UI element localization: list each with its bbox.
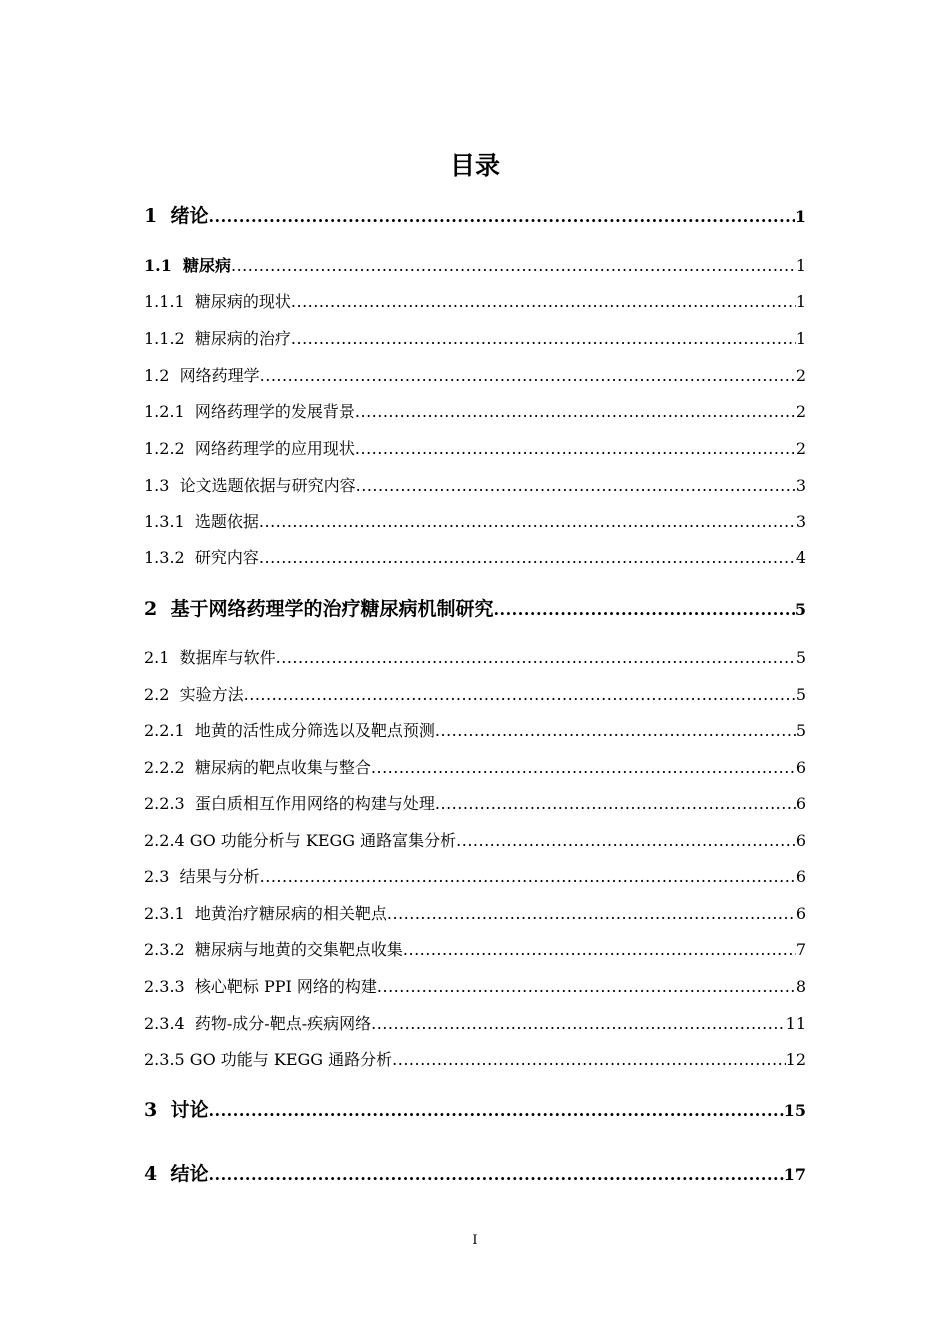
toc-dot-leader (377, 975, 796, 999)
toc-entry-title: 结论 (170, 1163, 209, 1185)
toc-dot-leader (493, 596, 794, 624)
toc-entry-number: 1.1.2 (144, 329, 195, 348)
toc-dot-leader (260, 364, 796, 388)
toc-entry-number: 1.3 (144, 476, 180, 495)
toc-entry-page: 11 (785, 1014, 806, 1033)
toc-dot-leader (208, 1161, 783, 1189)
toc-dot-leader (356, 474, 796, 498)
toc-entry-number: 2.3.1 (144, 904, 195, 923)
page-number: I (472, 1233, 478, 1248)
toc-entry-title: 糖尿病与地黄的交集靶点收集 (194, 940, 403, 959)
toc-entry-number: 2 (144, 598, 171, 620)
toc-entry-title: 网络药理学 (179, 366, 260, 385)
toc-entry-title: 网络药理学的发展背景 (194, 402, 355, 421)
toc-entry-number: 1.1 (144, 256, 183, 275)
toc-entry-page: 7 (795, 940, 806, 959)
toc-dot-leader (291, 327, 796, 351)
table-of-contents (144, 0, 806, 1344)
toc-entry-2-2-4[interactable] (144, 829, 806, 853)
toc-entry-page: 5 (795, 721, 806, 740)
toc-entry-page: 8 (795, 977, 806, 996)
toc-dot-leader (456, 829, 796, 853)
toc-entry-2-3-3[interactable] (144, 975, 806, 999)
toc-entry-title: 蛋白质相互作用网络的构建与处理 (194, 794, 435, 813)
toc-entry-title: 结果与分析 (179, 867, 260, 886)
toc-dot-leader (260, 865, 796, 889)
toc-dot-leader (355, 437, 796, 461)
toc-entry-title: 糖尿病的治疗 (194, 329, 291, 348)
toc-entry-title: 糖尿病的靶点收集与整合 (194, 758, 371, 777)
toc-dot-leader (403, 938, 796, 962)
toc-entry-page: 6 (795, 904, 806, 923)
toc-dot-leader (208, 203, 794, 231)
toc-title: 目录 (449, 151, 500, 180)
toc-dot-leader (387, 902, 796, 926)
toc-entry-2[interactable] (144, 595, 806, 623)
toc-entry-page: 5 (794, 600, 806, 619)
toc-dot-leader (259, 546, 796, 570)
toc-dot-leader (392, 1048, 785, 1072)
toc-entry-number: 2.3.2 (144, 940, 195, 959)
toc-entry-page: 3 (795, 512, 806, 531)
toc-entry-2-3-2[interactable] (144, 938, 806, 962)
toc-dot-leader (371, 756, 796, 780)
toc-entry-page: 12 (785, 1050, 806, 1069)
toc-entry-number: 3 (144, 1099, 171, 1121)
toc-entry-title: 网络药理学的应用现状 (194, 439, 355, 458)
toc-entry-number: 1 (144, 205, 171, 227)
toc-entry-1-3-1[interactable] (144, 510, 806, 534)
toc-entry-page: 3 (795, 476, 806, 495)
toc-entry-page: 1 (795, 292, 806, 311)
toc-entry-2-2-1[interactable] (144, 719, 806, 743)
toc-entry-1-1-1[interactable] (144, 290, 806, 314)
toc-entry-page: 6 (795, 831, 806, 850)
toc-entry-number: 2.2 (144, 685, 180, 704)
toc-dot-leader (208, 1097, 783, 1125)
toc-entry-number: 2.3 (144, 867, 180, 886)
toc-entry-page: 6 (795, 794, 806, 813)
toc-entry-title: 基于网络药理学的治疗糖尿病机制研究 (170, 598, 494, 620)
toc-entry-1-2[interactable] (144, 364, 806, 388)
toc-dot-leader (435, 792, 796, 816)
toc-entry-title: GO 功能分析与 KEGG 通路富集分析 (189, 831, 457, 850)
toc-entry-page: 17 (783, 1165, 806, 1184)
toc-entry-title: 糖尿病的现状 (194, 292, 291, 311)
toc-entry-number: 2.2.4 (144, 831, 190, 850)
toc-entry-page: 2 (795, 366, 806, 385)
toc-entry-page: 5 (795, 648, 806, 667)
toc-entry-number: 2.2.1 (144, 721, 195, 740)
toc-entry-number: 1.2 (144, 366, 180, 385)
toc-entry-title: 药物-成分-靶点-疾病网络 (194, 1014, 372, 1033)
toc-entry-page: 6 (795, 758, 806, 777)
toc-entry-title: 讨论 (170, 1099, 209, 1121)
toc-entry-title: 地黄治疗糖尿病的相关靶点 (194, 904, 387, 923)
toc-entry-2-2-2[interactable] (144, 756, 806, 780)
toc-dot-leader (259, 510, 796, 534)
toc-entry-number: 1.2.2 (144, 439, 195, 458)
toc-entry-2-3-5[interactable] (144, 1048, 806, 1072)
toc-entry-number: 2.3.3 (144, 977, 195, 996)
toc-entry-page: 1 (795, 256, 806, 275)
toc-dot-leader (244, 683, 796, 707)
toc-entry-1-2-2[interactable] (144, 437, 806, 461)
toc-entry-page: 2 (795, 439, 806, 458)
toc-entry-number: 2.3.5 (144, 1050, 190, 1069)
toc-entry-1-3-2[interactable] (144, 546, 806, 570)
toc-entry-2-1[interactable] (144, 646, 806, 670)
toc-entry-title: 核心靶标 PPI 网络的构建 (194, 977, 377, 996)
toc-entry-page: 1 (794, 207, 806, 226)
toc-entry-1-3[interactable] (144, 474, 806, 498)
toc-entry-number: 2.3.4 (144, 1014, 195, 1033)
toc-entry-2-2-3[interactable] (144, 792, 806, 816)
toc-entry-title: 数据库与软件 (179, 648, 276, 667)
toc-dot-leader (276, 646, 796, 670)
toc-entry-title: 地黄的活性成分筛选以及靶点预测 (194, 721, 435, 740)
toc-dot-leader (291, 290, 796, 314)
toc-entry-title: 选题依据 (194, 512, 259, 531)
toc-entry-2-3-1[interactable] (144, 902, 806, 926)
toc-entry-number: 1.2.1 (144, 402, 195, 421)
toc-entry-page: 5 (795, 685, 806, 704)
toc-entry-1-1[interactable] (144, 254, 806, 278)
toc-entry-page: 2 (795, 402, 806, 421)
toc-dot-leader (371, 1012, 786, 1036)
toc-entry-title: 论文选题依据与研究内容 (179, 476, 356, 495)
toc-dot-leader (435, 719, 796, 743)
toc-entry-title: 糖尿病 (182, 256, 231, 275)
toc-entry-1-1-2[interactable] (144, 327, 806, 351)
toc-dot-leader (231, 254, 796, 278)
toc-entry-title: GO 功能与 KEGG 通路分析 (189, 1050, 393, 1069)
toc-entry-3[interactable] (144, 1096, 806, 1124)
toc-entry-1[interactable] (144, 202, 806, 230)
toc-entry-2-3[interactable] (144, 865, 806, 889)
toc-entry-title: 实验方法 (179, 685, 244, 704)
toc-entry-page: 4 (795, 548, 806, 567)
toc-entry-number: 2.2.3 (144, 794, 195, 813)
toc-entry-2-3-4[interactable] (144, 1012, 806, 1036)
toc-entry-2-2[interactable] (144, 683, 806, 707)
toc-entry-number: 2.1 (144, 648, 180, 667)
toc-entry-title: 研究内容 (194, 548, 259, 567)
toc-entry-title: 绪论 (170, 205, 209, 227)
toc-entry-page: 6 (795, 867, 806, 886)
toc-entry-page: 1 (795, 329, 806, 348)
toc-entry-page: 15 (783, 1101, 806, 1120)
toc-entry-number: 2.2.2 (144, 758, 195, 777)
toc-entry-number: 1.1.1 (144, 292, 195, 311)
toc-dot-leader (355, 400, 796, 424)
toc-entry-number: 1.3.2 (144, 548, 195, 567)
toc-entry-4[interactable] (144, 1160, 806, 1188)
toc-entry-1-2-1[interactable] (144, 400, 806, 424)
toc-entry-number: 4 (144, 1163, 171, 1185)
toc-entry-number: 1.3.1 (144, 512, 195, 531)
